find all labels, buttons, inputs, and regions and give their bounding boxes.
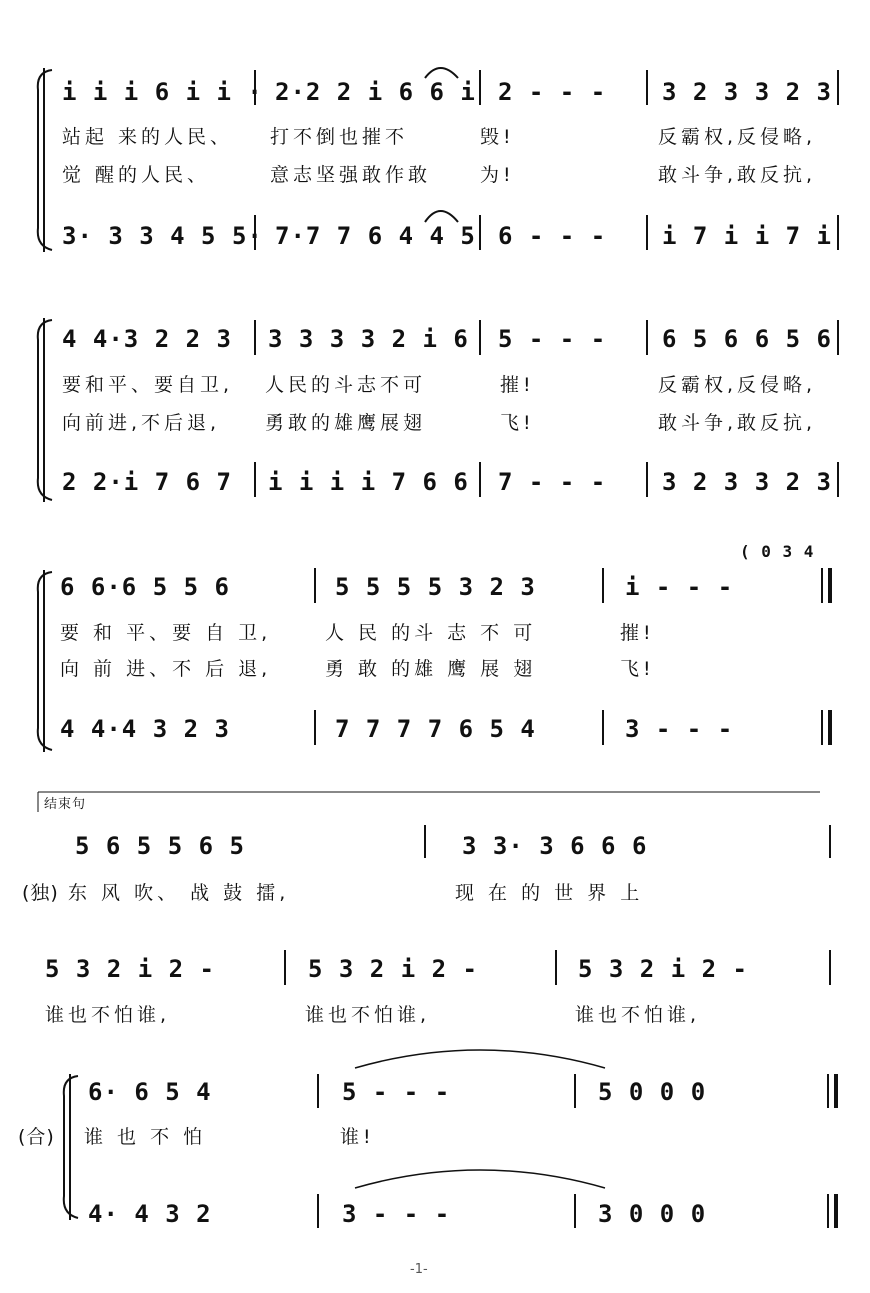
ending-solo-lyric-m1: 东 风 吹、 战 鼓 擂, — [68, 882, 290, 904]
s2-lyric2-m3: 飞! — [500, 412, 535, 434]
s1-lyric1-m1: 站起 来的人民、 — [62, 126, 234, 148]
s2-lyric1-m3: 摧! — [500, 374, 535, 396]
s2-lower-m2: i i i i 7 6 6 — [268, 468, 469, 496]
s3-lyric2-m2: 勇 敢 的雄 鹰 展 翅 — [325, 658, 537, 680]
s1-lower-m1: 3· 3 3 4 5 5· — [62, 222, 263, 250]
s3-upper-m3: i - - - — [625, 573, 734, 601]
chorus-lower-m1: 4· 4 3 2 — [88, 1200, 212, 1228]
s3-pickup: ( 0 3 4 — [740, 542, 815, 561]
s2-upper-m2: 3 3 3 3 2 i 6 — [268, 325, 469, 353]
chorus-upper-m1: 6· 6 5 4 — [88, 1078, 212, 1106]
ending-line2-notes-m2: 5 3 2 i 2 - — [308, 955, 478, 983]
s3-upper-m2: 5 5 5 5 3 2 3 — [335, 573, 536, 601]
s2-lyric2-m4: 敢斗争,敢反抗, — [658, 412, 817, 434]
s3-upper-m1: 6 6·6 5 5 6 — [60, 573, 230, 601]
s1-lyric1-m4: 反霸权,反侵略, — [658, 126, 817, 148]
s2-lyric2-m1: 向前进,不后退, — [62, 412, 221, 434]
ending-label: 结束句 — [44, 797, 87, 812]
s2-lyric1-m4: 反霸权,反侵略, — [658, 374, 817, 396]
s2-lower-m1: 2 2·i 7 6 7 — [62, 468, 232, 496]
ending-solo-notes-m1: 5 6 5 5 6 5 — [75, 832, 245, 860]
s1-lower-m2: 7·7 7 6 4 4 5 — [275, 222, 476, 250]
chorus-lower-m2: 3 - - - — [342, 1200, 451, 1228]
s3-lower-m3: 3 - - - — [625, 715, 734, 743]
chorus-upper-m2: 5 - - - — [342, 1078, 451, 1106]
chorus-label: (合) — [18, 1126, 55, 1148]
s2-upper-m3: 5 - - - — [498, 325, 607, 353]
chorus-upper-m3: 5 0 0 0 — [598, 1078, 707, 1106]
chorus-lower-m3: 3 0 0 0 — [598, 1200, 707, 1228]
page-number: -1- — [410, 1262, 428, 1277]
ending-line2-lyric-m2: 谁也不怕谁, — [305, 1004, 431, 1026]
s1-lyric2-m1: 觉 醒的人民、 — [62, 164, 211, 186]
chorus-lyric-m1: 谁 也 不 怕 — [84, 1126, 207, 1148]
s3-lyric2-m1: 向 前 进、不 后 退, — [60, 658, 272, 680]
s3-lyric1-m1: 要 和 平、要 自 卫, — [60, 622, 272, 644]
s1-lyric1-m2: 打不倒也摧不 — [270, 126, 409, 148]
s2-lyric1-m1: 要和平、要自卫, — [62, 374, 234, 396]
s2-lower-m3: 7 - - - — [498, 468, 607, 496]
s2-lower-m4: 3 2 3 3 2 3 — [662, 468, 832, 496]
s1-upper-m3: 2 - - - — [498, 78, 607, 106]
s2-lyric2-m2: 勇敢的雄鹰展翅 — [265, 412, 427, 434]
s3-lower-m1: 4 4·4 3 2 3 — [60, 715, 230, 743]
ending-line2-lyric-m1: 谁也不怕谁, — [45, 1004, 171, 1026]
s1-lyric2-m4: 敢斗争,敢反抗, — [658, 164, 817, 186]
s1-upper-m1: i i i 6 i i · — [62, 78, 263, 106]
chorus-lyric-m2: 谁! — [340, 1126, 375, 1148]
s2-upper-m4: 6 5 6 6 5 6 — [662, 325, 832, 353]
s1-lower-m4: i 7 i i 7 i — [662, 222, 832, 250]
ending-solo-notes-m2: 3 3· 3 6 6 6 — [462, 832, 648, 860]
ending-solo-lyric-m2: 现 在 的 世 界 上 — [455, 882, 644, 904]
s1-upper-m4: 3 2 3 3 2 3 — [662, 78, 832, 106]
ending-solo-prefix: (独) — [22, 882, 59, 904]
s1-lyric2-m2: 意志坚强敢作敢 — [270, 164, 432, 186]
s3-lyric2-m3: 飞! — [620, 658, 655, 680]
s2-upper-m1: 4 4·3 2 2 3 — [62, 325, 232, 353]
s2-lyric1-m2: 人民的斗志不可 — [265, 374, 427, 396]
ending-line2-notes-m3: 5 3 2 i 2 - — [578, 955, 748, 983]
s3-lower-m2: 7 7 7 7 6 5 4 — [335, 715, 536, 743]
s1-lyric2-m3: 为! — [480, 164, 515, 186]
s1-upper-m2: 2·2 2 i 6 6 i — [275, 78, 476, 106]
s1-lower-m3: 6 - - - — [498, 222, 607, 250]
ending-line2-lyric-m3: 谁也不怕谁, — [575, 1004, 701, 1026]
s3-lyric1-m2: 人 民 的斗 志 不 可 — [325, 622, 537, 644]
s1-lyric1-m3: 毁! — [480, 126, 515, 148]
ending-line2-notes-m1: 5 3 2 i 2 - — [45, 955, 215, 983]
s3-lyric1-m3: 摧! — [620, 622, 655, 644]
